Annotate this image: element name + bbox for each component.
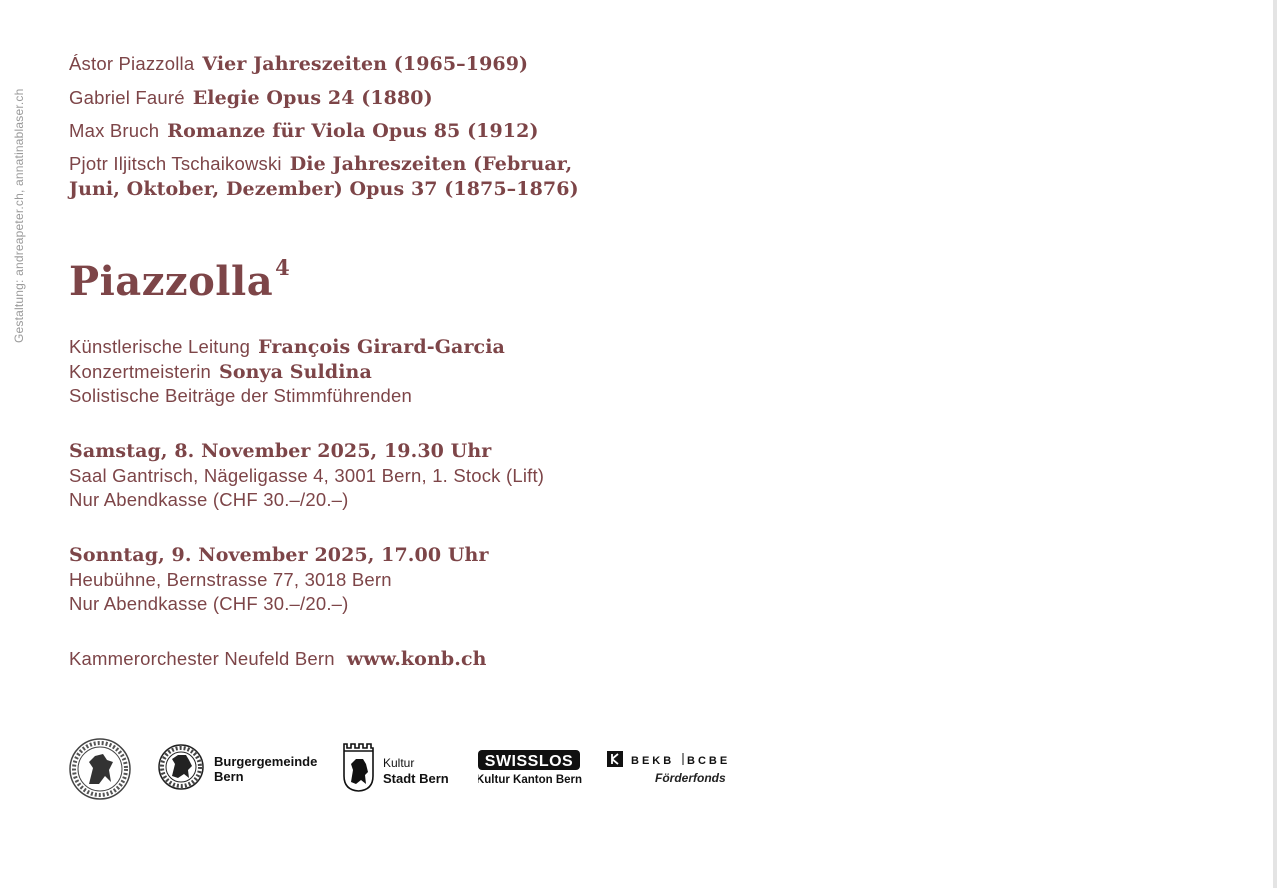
event-date [69, 439, 491, 465]
concert-title [69, 240, 290, 310]
page-edge [1273, 0, 1277, 888]
composer-name: Pjotr Iljitsch Tschaikowski [69, 153, 282, 174]
event-date [69, 543, 489, 569]
event-tickets-text: Nur Abendkasse (CHF 30.–/20.–) [69, 593, 349, 614]
credit-label: Künstlerische Leitung [69, 336, 251, 357]
event-tickets [69, 488, 349, 514]
program-item [69, 86, 433, 112]
burgergemeinde-logo [158, 744, 318, 799]
swisslos-logo [478, 750, 582, 791]
title-superscript: 4 [275, 255, 291, 280]
title-text: Piazzolla [69, 258, 274, 305]
work-title: Vier Jahreszeiten (1965–1969) [202, 53, 529, 75]
foerderfonds-word: Förderfonds [655, 771, 726, 785]
swisslos-subline: Kultur Kanton Bern [478, 774, 582, 786]
credit-name: Sonya Suldina [219, 361, 372, 383]
event-venue [69, 568, 392, 594]
program-item [69, 119, 539, 145]
society-seal-logo [69, 738, 131, 805]
program-item-continued [69, 177, 579, 203]
composer-name: Ástor Piazzolla [69, 53, 195, 74]
event-tickets [69, 592, 349, 618]
program-item [69, 152, 572, 178]
composer-name: Gabriel Fauré [69, 87, 185, 108]
work-title: Die Jahreszeiten (Februar, [289, 153, 573, 175]
burgergemeinde-line2: Bern [214, 769, 244, 784]
kultur-line2: Stadt Bern [383, 771, 449, 786]
bekb-logo [607, 750, 727, 791]
kultur-stadt-bern-logo [343, 742, 455, 799]
design-credit: Gestaltung: andreapeter.ch, annatinablaser.ch [12, 88, 26, 343]
burgergemeinde-line1: Burgergemeinde [214, 754, 318, 769]
kultur-line1: Kultur [383, 756, 415, 770]
credit-solistisch [69, 384, 412, 410]
credit-label: Konzertmeisterin [69, 361, 212, 382]
event-venue-text: Heubühne, Bernstrasse 77, 3018 Bern [69, 569, 392, 590]
website-link[interactable]: www.konb.ch [346, 648, 487, 670]
program-item [69, 52, 528, 78]
event-venue [69, 464, 544, 490]
bekb-word: BEKB [631, 755, 675, 767]
event-date-text: Samstag, 8. November 2025, 19.30 Uhr [69, 440, 492, 462]
footer-line [69, 647, 487, 673]
credit-konzertmeisterin [69, 360, 372, 386]
composer-name: Max Bruch [69, 120, 160, 141]
event-date-text: Sonntag, 9. November 2025, 17.00 Uhr [69, 544, 489, 566]
orchestra-name: Kammerorchester Neufeld Bern [69, 648, 335, 669]
bcbe-word: BCBE [687, 755, 727, 767]
work-title-continued: Juni, Oktober, Dezember) Opus 37 (1875–1876) [69, 178, 579, 200]
swisslos-word: SWISSLOS [484, 753, 574, 770]
credit-name: François Girard-Garcia [258, 336, 505, 358]
work-title: Elegie Opus 24 (1880) [192, 87, 433, 109]
event-tickets-text: Nur Abendkasse (CHF 30.–/20.–) [69, 489, 349, 510]
work-title: Romanze für Viola Opus 85 (1912) [167, 120, 539, 142]
event-venue-text: Saal Gantrisch, Nägeligasse 4, 3001 Bern, 1. Stock (Lift) [69, 465, 545, 486]
credit-leitung [69, 335, 505, 361]
credit-text: Solistische Beiträge der Stimmführenden [69, 385, 413, 406]
